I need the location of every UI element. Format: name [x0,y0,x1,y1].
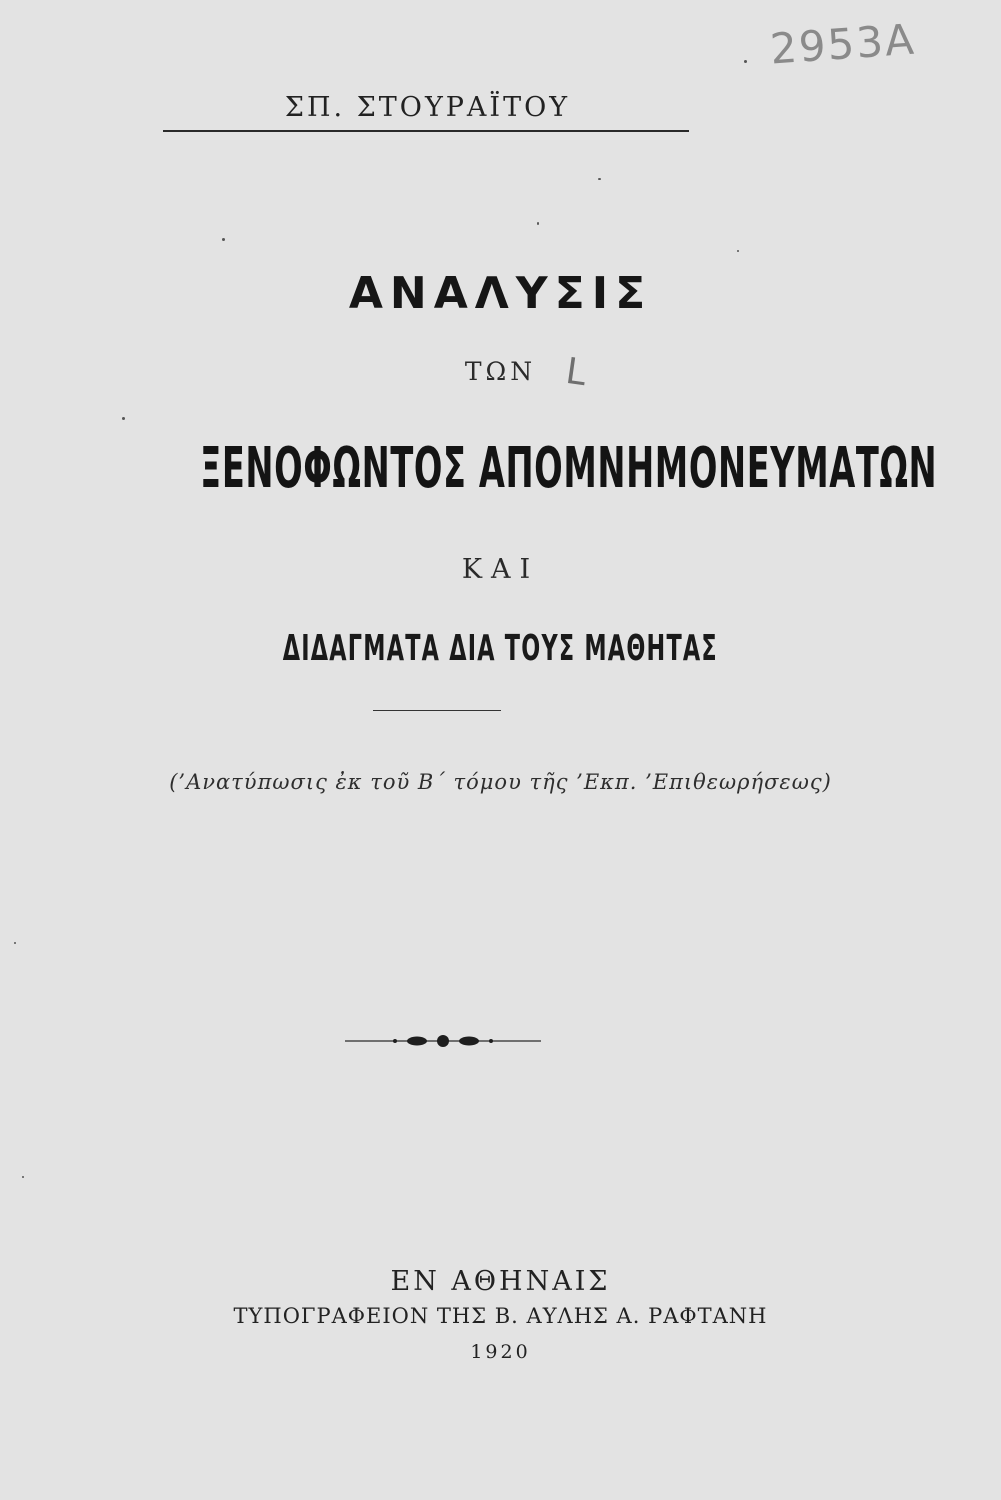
title-article: ΤΩΝ [464,357,537,386]
paper-speck [222,238,225,241]
paper-speck [598,178,601,180]
handwritten-mark-icon: ᒪ [563,350,589,395]
title-xenophon: ΞΕΝΟΦΩΝΤΟΣ ΑΠΟΜΝΗΜΟΝΕΥΜΑΤΩΝ [200,436,938,501]
ornament-divider-icon [345,1030,541,1052]
author-underline [163,130,689,132]
subtitle-lessons: ΔΙΔΑΓΜΑΤΑ ΔΙΑ ΤΟΥΣ ΜΑΘΗΤΑΣ [282,628,718,669]
reprint-note: (’Ανατύπωσις ἐκ τοῦ Β΄ τόμου τῆς ’Εκπ. ’Επιθεωρήσεως) [169,770,832,794]
printer-name: ΤΥΠΟΓΡΑΦΕΙΟΝ ΤΗΣ Β. ΑΥΛΗΣ Α. ΡΑΦΤΑΝΗ [233,1304,768,1328]
paper-speck [22,1176,24,1178]
paper-speck [14,942,16,944]
divider-rule [373,710,501,711]
paper-speck [122,417,125,420]
title-analysis: ΑΝΑΛΥΣΙΣ [348,268,653,319]
paper-speck [744,60,747,63]
publication-year: 1920 [470,1341,531,1363]
title-conjunction: ΚΑΙ [461,554,540,585]
publication-place: ΕΝ ΑΘΗΝΑΙΣ [390,1266,611,1297]
shelfmark-annotation: 2953Α [768,14,918,74]
author-name: ΣΠ. ΣΤΟΥΡΑΪΤΟΥ [284,92,571,123]
paper-speck [737,250,739,252]
paper-speck [537,222,539,225]
